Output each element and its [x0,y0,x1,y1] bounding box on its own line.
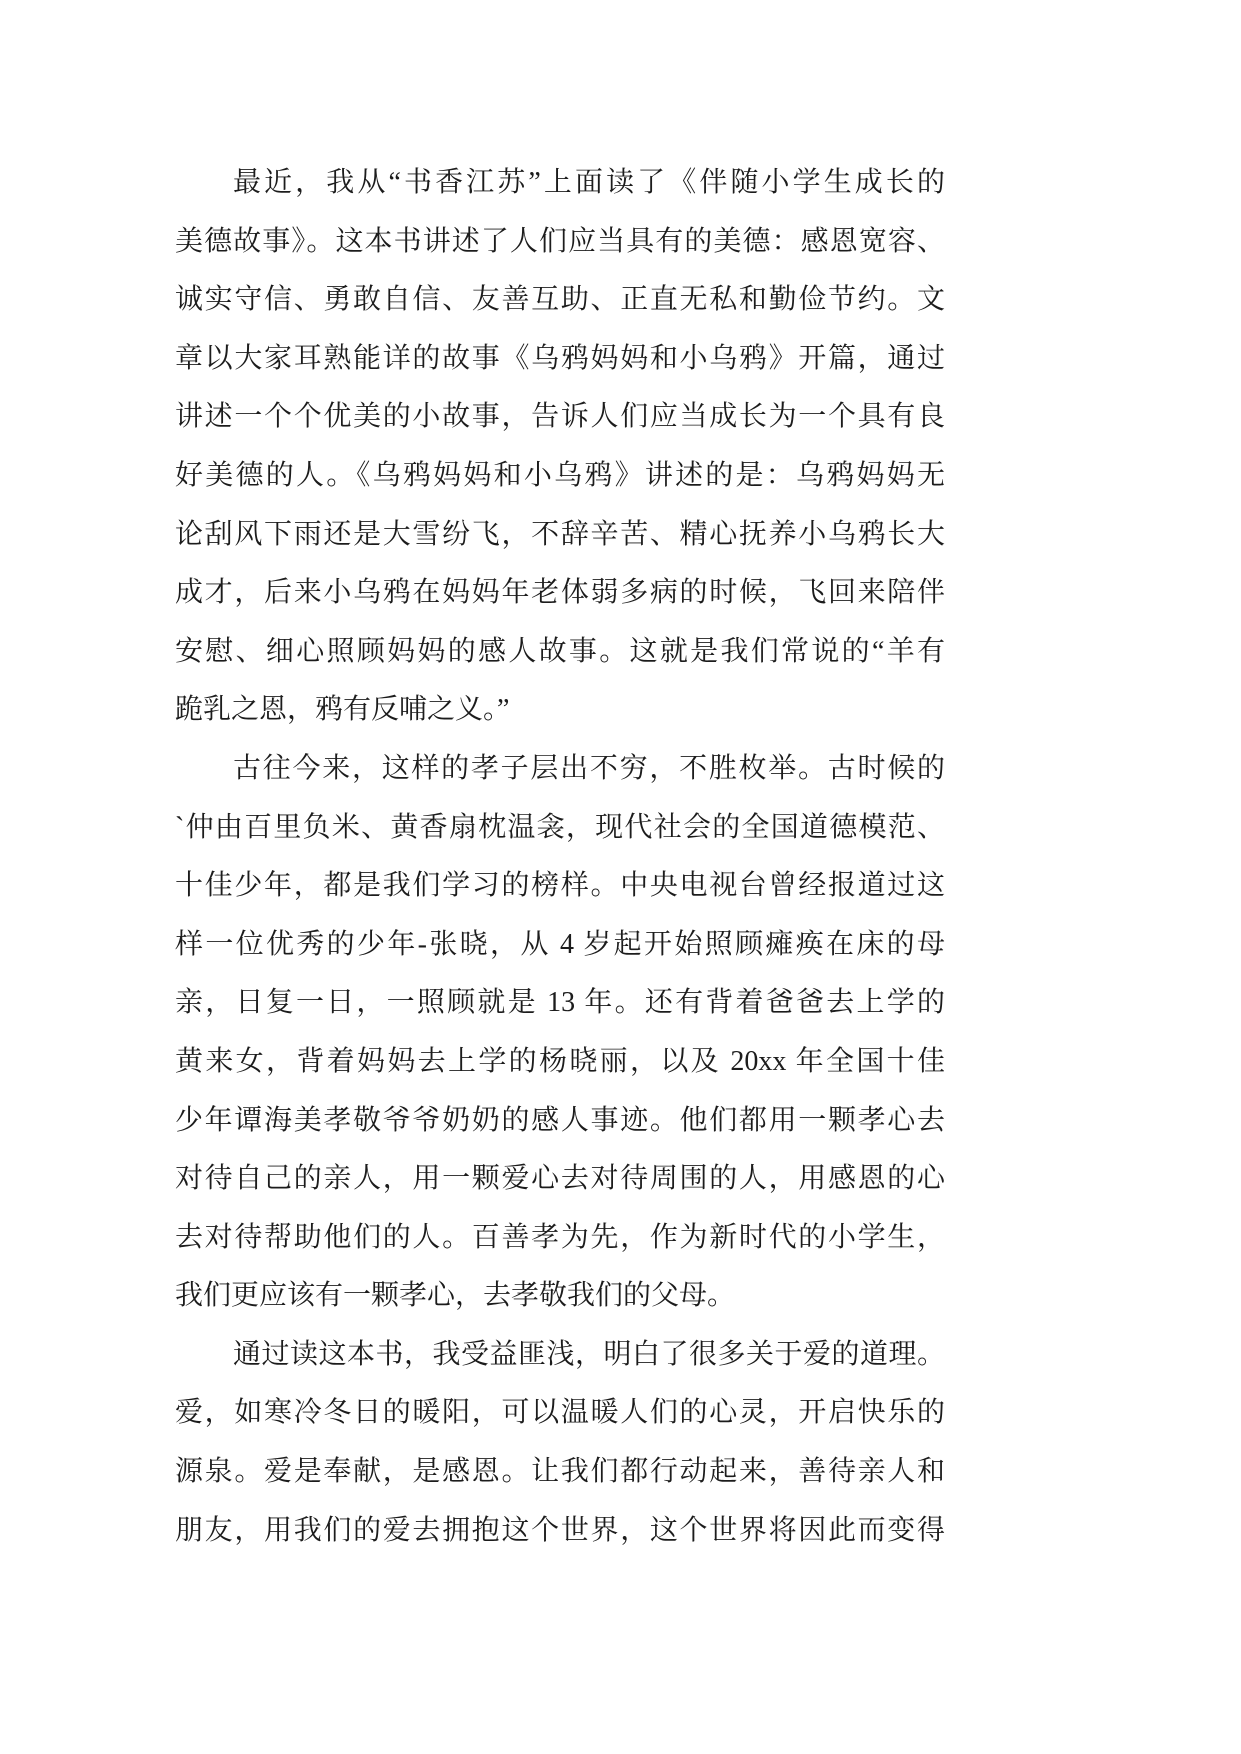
text-line: 亲，日复一日，一照顾就是 13 年。还有背着爸爸去上学的 [175,987,945,1019]
text-line: 朋友，用我们的爱去拥抱这个世界，这个世界将因此而变得 [175,1514,945,1546]
text-line: 讲述一个个优美的小故事，告诉人们应当成长为一个具有良 [175,401,945,433]
text-line: 对待自己的亲人，用一颗爱心去对待周围的人，用感恩的心 [175,1163,945,1195]
text-line: 论刮风下雨还是大雪纷飞，不辞辛苦、精心抚养小乌鸦长大 [175,518,945,550]
text-line: 十佳少年，都是我们学习的榜样。中央电视台曾经报道过这 [175,870,945,902]
text-line: 好美德的人。《乌鸦妈妈和小乌鸦》讲述的是：乌鸦妈妈无 [175,459,945,491]
text-line: 我们更应该有一颗孝心，去孝敬我们的父母。 [175,1280,736,1312]
paragraph [175,740,945,1326]
text-line: 样一位优秀的少年-张晓，从 4 岁起开始照顾瘫痪在床的母 [175,928,945,960]
text-line: 去对待帮助他们的人。百善孝为先，作为新时代的小学生， [175,1221,945,1253]
text-line: 章以大家耳熟能详的故事《乌鸦妈妈和小乌鸦》开篇，通过 [175,342,945,374]
paragraph [175,154,945,740]
text-line: `仲由百里负米、黄香扇枕温衾，现代社会的全国道德模范、 [175,811,945,843]
text-line: 跪乳之恩，鸦有反哺之义。” [175,694,510,726]
text-line: 安慰、细心照顾妈妈的感人故事。这就是我们常说的“羊有 [175,635,945,667]
paragraph [175,1326,945,1560]
text-line: 源泉。爱是奉献，是感恩。让我们都行动起来，善待亲人和 [175,1456,945,1488]
text-line: 古往今来，这样的孝子层出不穷，不胜枚举。古时候的 [233,752,945,784]
text-line: 通过读这本书，我受益匪浅，明白了很多关于爱的道理。 [233,1338,945,1370]
text-line: 美德故事》。这本书讲述了人们应当具有的美德：感恩宽容、 [175,225,945,257]
text-line: 最近，我从“书香江苏”上面读了《伴随小学生成长的 [233,167,945,198]
text-line: 成才，后来小乌鸦在妈妈年老体弱多病的时候，飞回来陪伴 [175,577,945,609]
text-line: 爱，如寒冷冬日的暖阳，可以温暖人们的心灵，开启快乐的 [175,1397,945,1429]
text-line: 少年谭海美孝敬爷爷奶奶的感人事迹。他们都用一颗孝心去 [175,1104,945,1136]
text-line: 诚实守信、勇敢自信、友善互助、正直无私和勤俭节约。文 [175,284,945,316]
text-line: 黄来女，背着妈妈去上学的杨晓丽，以及 20xx 年全国十佳 [175,1045,945,1077]
document-body [175,154,945,1560]
